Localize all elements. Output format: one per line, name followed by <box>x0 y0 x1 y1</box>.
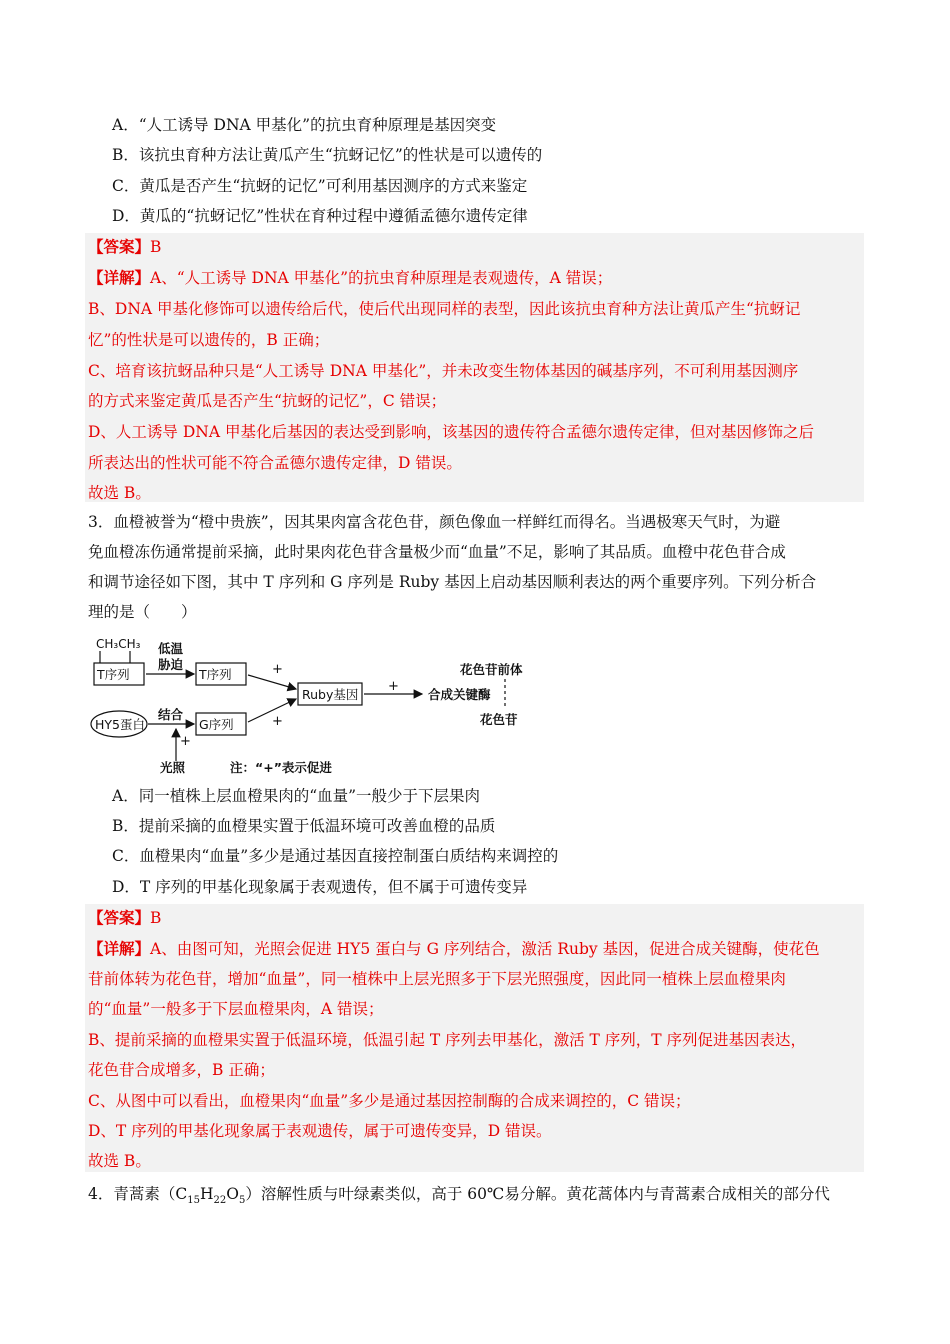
light-label: 光照 <box>160 760 186 775</box>
methyl-group-label: CH₃CH₃ <box>96 637 141 651</box>
q3-detail-line: D、T 序列的甲基化现象属于表观遗传，属于可遗传变异，D 错误。 <box>88 1122 552 1140</box>
bind-label: 结合 <box>158 707 184 722</box>
q2-option-a: A．“人工诱导 DNA 甲基化”的抗虫育种原理是基因突变 <box>112 116 497 134</box>
q2-detail-tag: 【详解】 <box>88 268 151 287</box>
q4-hydrogen: H <box>199 1185 214 1203</box>
q3-stem-line: 理的是（ ） <box>88 603 197 621</box>
q3-answer-box <box>85 904 864 1172</box>
q2-option-d: D．黄瓜的“抗蚜记忆”性状在育种过程中遵循孟德尔遗传定律 <box>112 207 528 225</box>
q3-detail-line: 苷前体转为花色苷，增加“血量”，同一植株中上层光照多于下层光照强度，因此同一植株上层血橙果肉 <box>88 970 786 988</box>
t-sequence-label: T序列 <box>97 667 130 682</box>
q3-detail-line: 的“血量”一般多于下层血橙果肉，A 错误； <box>88 1000 384 1018</box>
light-promote-plus: + <box>180 734 191 749</box>
q3-stem-line: 和调节途径如下图，其中 T 序列和 G 序列是 Ruby 基因上启动基因顺利表达的两个重要序列。下列分析合 <box>88 573 817 591</box>
q2-detail-line: 忆”的性状是可以遗传的，B 正确； <box>88 331 330 349</box>
q2-detail-line: 的方式来鉴定黄瓜是否产生“抗蚜的记忆”，C 错误； <box>88 392 447 410</box>
t-to-ruby-arrow <box>248 675 296 689</box>
q4-stem-line <box>88 1184 830 1211</box>
hy5-protein-label: HY5蛋白 <box>95 717 145 732</box>
anthocyanin-pathway-diagram <box>88 633 538 775</box>
q2-answer-box <box>85 233 864 502</box>
q2-answer-tag: 【答案】 <box>88 237 151 256</box>
q3-option-b: B．提前采摘的血橙果实置于低温环境可改善血橙的品质 <box>112 817 496 835</box>
q2-detail-line: 所表达出的性状可能不符合孟德尔遗传定律，D 错误。 <box>88 454 462 472</box>
q2-detail-line <box>88 268 612 288</box>
ruby-promote-plus: + <box>388 679 399 694</box>
q4-sub-oxygen: 5 <box>238 1195 246 1207</box>
t-promote-plus: + <box>272 662 283 677</box>
q3-option-d: D．T 序列的甲基化现象属于表观遗传，但不属于可遗传变异 <box>112 878 528 896</box>
q2-detail-line: D、人工诱导 DNA 甲基化后基因的表达受到影响，该基因的遗传符合孟德尔遗传定律，但对基因修饰之后 <box>88 423 814 441</box>
q2-option-b: B．该抗虫育种方法让黄瓜产生“抗蚜记忆”的性状是可以遗传的 <box>112 146 543 164</box>
q3-detail-text: A、由图可知，光照会促进 HY5 蛋白与 G 序列结合，激活 Ruby 基因，促进合成关键酶，使花色 <box>150 940 820 958</box>
q4-stem-start: 4．青蒿素（C <box>88 1185 188 1203</box>
q3-detail-line: C、从图中可以看出，血橙果肉“血量”多少是通过基因控制酶的合成来调控的，C 错误； <box>88 1092 691 1110</box>
q2-detail-text: A、“人工诱导 DNA 甲基化”的抗虫育种原理是表观遗传，A 错误； <box>150 269 613 287</box>
q2-answer-line <box>88 237 161 257</box>
q3-option-c: C．血橙果肉“血量”多少是通过基因直接控制蛋白质结构来调控的 <box>112 847 559 865</box>
q2-option-c: C．黄瓜是否产生“抗蚜的记忆”可利用基因测序的方式来鉴定 <box>112 177 528 195</box>
q3-stem-line: 免血橙冻伤通常提前采摘，此时果肉花色苷含量极少而“血量”不足，影响了其品质。血橙中花色苷合成 <box>88 543 786 561</box>
q3-detail-tag: 【详解】 <box>88 939 151 958</box>
stress-label: 胁迫 <box>158 657 184 672</box>
q4-stem-end: ）溶解性质与叶绿素类似，高于 60℃易分解。黄花蒿体内与青蒿素合成相关的部分代 <box>245 1185 830 1203</box>
q4-oxygen: O <box>226 1185 239 1203</box>
low-temp-label: 低温 <box>158 641 184 656</box>
q2-detail-line: 故选 B。 <box>88 484 151 502</box>
precursor-label: 花色苷前体 <box>460 662 523 677</box>
g-promote-plus: + <box>272 714 283 729</box>
q3-stem-line: 3．血橙被誉为“橙中贵族”，因其果肉富含花色苷，颜色像血一样鲜红而得名。当遇极寒天气时，为避 <box>88 513 781 531</box>
q3-detail-line <box>88 939 820 959</box>
q4-sub-carbon: 15 <box>187 1195 200 1207</box>
anthocyanin-label: 花色苷 <box>480 712 518 727</box>
q2-detail-line: B、DNA 甲基化修饰可以遗传给后代，使后代出现同样的表型，因此该抗虫育种方法让黄瓜产生“抗蚜记 <box>88 300 801 318</box>
q4-sub-hydrogen: 22 <box>213 1195 227 1207</box>
q3-answer-tag: 【答案】 <box>88 908 151 927</box>
diagram-note: 注：“+”表示促进 <box>230 760 332 775</box>
g-sequence-label: G序列 <box>199 717 234 732</box>
q2-answer-value: B <box>150 238 162 256</box>
q3-detail-line: 花色苷合成增多，B 正确； <box>88 1061 275 1079</box>
q3-detail-line: B、提前采摘的血橙果实置于低温环境，低温引起 T 序列去甲基化，激活 T 序列，T 序列促进基因表达， <box>88 1031 807 1049</box>
ruby-gene-label: Ruby基因 <box>302 687 359 702</box>
q3-detail-line: 故选 B。 <box>88 1152 151 1170</box>
key-enzyme-label: 合成关键酶 <box>428 687 491 702</box>
q3-answer-line <box>88 908 161 928</box>
t-sequence-active-label: T序列 <box>199 667 232 682</box>
q2-detail-line: C、培育该抗蚜品种只是“人工诱导 DNA 甲基化”，并未改变生物体基因的碱基序列，不可利用基因测序 <box>88 362 799 380</box>
q3-answer-value: B <box>150 909 162 927</box>
q3-option-a: A．同一植株上层血橙果肉的“血量”一般少于下层果肉 <box>112 787 481 805</box>
